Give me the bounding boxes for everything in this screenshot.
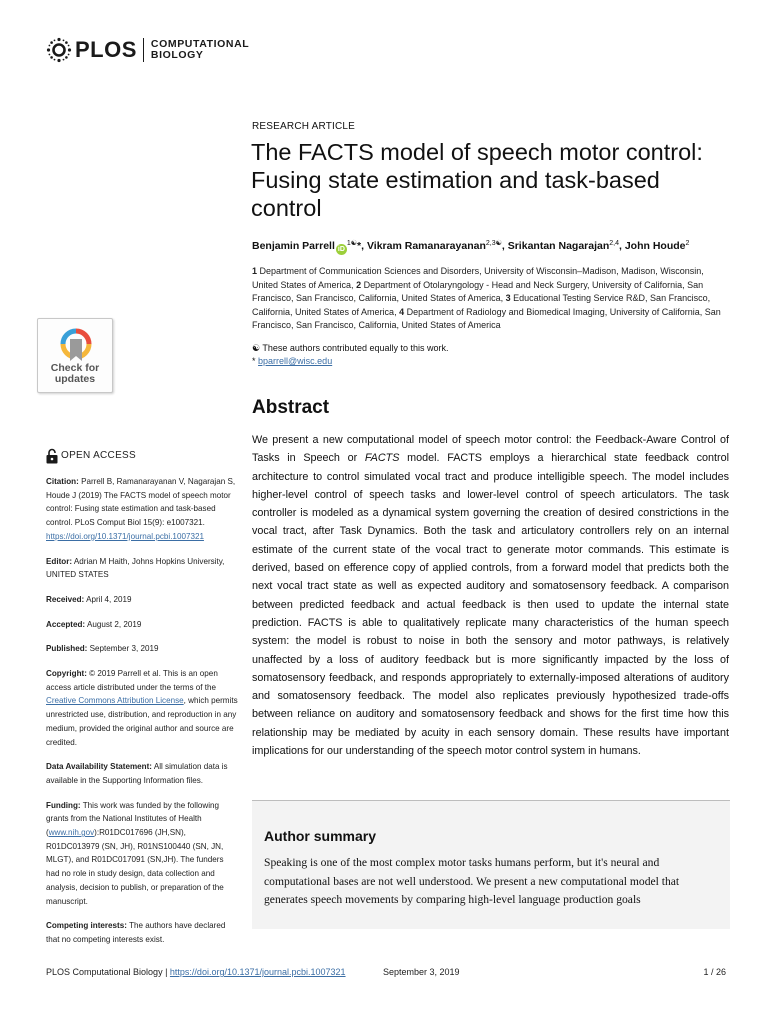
article-type-label: RESEARCH ARTICLE [252,121,356,132]
data-availability-block [46,760,238,787]
footer-doi-link[interactable]: https://doi.org/10.1371/journal.pcbi.1007321 [169,967,346,977]
author-name[interactable]: Vikram Ramanarayanan [366,240,486,252]
updates-ribbon-icon [59,327,93,361]
accepted-block [46,618,238,632]
affiliation-number: 3 [505,293,511,303]
affiliation-text: Department of Communication Sciences and Disorders, University of Wisconsin–Madison, Madison, Wisconsin, United States of America, [252,266,704,290]
funding-label: Funding: [46,800,81,810]
logo-divider [143,38,144,62]
author-affiliation-sup: 1☯ [346,240,358,247]
affiliations [252,265,730,333]
corresponding-mark: * [252,356,256,366]
copyright-text: , which permits unrestricted use, distribution, and reproduction in any medium, provided the original author and source are credited. [46,696,238,747]
competing-interests-block [46,919,238,946]
affiliation-number: 1 [252,266,258,276]
affiliation-number: 4 [399,306,405,317]
author-name[interactable]: John Houde [624,240,686,252]
accepted-label: Accepted: [46,619,86,629]
funding-text: ):R01DC017696 (JH,SN), R01DC013979 (SN, JH), R01NS100440 (SN, JN, MLGT), and R01DC017091 (SN,JH). The funders had no role in study design, data collection and analysis, decision to publish, or preparation of the manuscript. [46,828,224,906]
funding-block [46,799,238,909]
journal-name-line2: BIOLOGY [150,49,204,61]
nih-link[interactable]: www.nih.gov [48,828,95,838]
author-affiliation-sup: 2,3☯ [485,240,502,247]
affiliation-text: Department of Radiology and Biomedical Imaging, University of California, San Francisco, San Francisco, California, United States of America [252,306,721,330]
corresponding-mark: *, [357,240,365,252]
citation-block [46,475,238,544]
published-block [46,642,238,656]
affiliation-number: 2 [356,279,362,290]
orcid-icon[interactable]: iD [337,246,345,253]
logo-wordmark: PLOS [75,37,137,62]
affiliation-text: Department of Otolaryngology - Head and Neck Surgery, University of California, San Francisco, San Francisco, California, United States of America, [252,279,704,303]
copyright-block [46,667,238,749]
received-block [46,593,238,607]
journal-name [151,39,249,61]
author-name[interactable]: Benjamin Parrell [252,240,335,252]
email-link[interactable]: bparrell@wisc.edu [258,356,333,366]
received-date: April 4, 2019 [86,594,132,604]
author-name[interactable]: Srikantan Nagarajan [507,240,610,252]
equal-contribution-note: ☯ These authors contributed equally to this work. [252,343,449,353]
citation-doi-link[interactable]: https://doi.org/10.1371/journal.pcbi.1007321 [46,531,204,541]
article-title: The FACTS model of speech motor control: Fusing state estimation and task-based control [251,139,703,221]
updates-label-line2: updates [54,373,96,385]
open-access-text: OPEN ACCESS [61,450,136,462]
affiliation-text: Educational Testing Service R&D, San Francisco, California, United States of America, [252,293,711,317]
license-link[interactable]: Creative Commons Attribution License [46,696,184,706]
open-lock-icon [46,448,58,464]
competing-interests-label: Competing interests: [46,921,127,931]
footer-citation [46,967,346,977]
updates-label [38,363,112,385]
facts-italic: FACTS [364,452,400,465]
check-for-updates-badge[interactable] [37,318,113,393]
copyright-label: Copyright: [46,669,87,679]
citation-label: Citation: [46,477,79,486]
author-summary-heading: Author summary [264,828,377,844]
citation-text: Parrell B, Ramanarayanan V, Nagarajan S, Houde J (2019) The FACTS model of speech motor control: Fusing state estimation and task-based control. PLoS Comput Biol 15(9): e1007321. [46,477,236,528]
page-number: 1 / 26 [703,967,726,977]
abstract-text [252,431,729,760]
corresponding-author [252,355,332,369]
published-label: Published: [46,644,88,654]
plos-logo [46,36,249,64]
abstract-text-part: model. FACTS employs a hierarchical state feedback control architecture to control simulated vocal tract and produce intelligible speech. The model includes higher-level control of speech tasks and lower-level control of speech articulators. The task controller is modeled as a dynamical system governing the creation of desired constrictions in the vocal tract, after Task Dynamics. Both the task and articulatory controllers rely on an internal estimate of the current state of the vocal tract to generate motor commands. This estimate is derived, based on efference copy of applied controls, from a forward model that predicts both the next vocal tract state as well as expected auditory and somatosensory feedback. A comparison between predicted feedback and actual feedback is then used to update the internal state prediction. FACTS is able to qualitatively replicate many characteristics of the human speech system: the model is robust to noise in both the sensory and motor pathways, is relatively unaffected by a loss of auditory feedback but is more significantly impacted by the loss of somatosensory feedback, and responds appropriately to externally-imposed alterations of auditory and somatosensory feedback. The model also replicates previously hypothesized trade-offs between reliance on auditory and somatosensory feedback and shows for the first time how this relationship may be mediated by acuity in each sensory domain. These results have important implications for our understanding of the speech motor control system in humans. [252,452,730,758]
author-affiliation-sup: 2 [685,240,690,247]
abstract-heading: Abstract [252,397,330,418]
author-summary-text: Speaking is one of the most complex motor tasks humans perform, but it's neural and computational bases are not well understood. We present a new computational model that generates speech movements by comparing high-level language production goals [264,856,680,906]
copyright-text: © 2019 Parrell et al. This is an open access article distributed under the terms of the [46,669,218,692]
plos-sunburst-icon [46,37,72,63]
published-date: September 3, 2019 [89,644,159,654]
editor-label: Editor: [46,556,73,566]
funding-text: This work was funded by the following grants from the National Institutes of Health ( [46,800,220,838]
footer-date: September 3, 2019 [383,967,460,977]
author-affiliation-sup: 2,4 [609,240,619,247]
abstract-text-part: We present a new computational model of speech motor control: the Feedback-Aware Control of Tasks in Speech or [252,434,729,465]
updates-label-line1: Check for [50,362,100,374]
article-info-sidebar [46,448,238,958]
open-access-label [46,448,238,464]
editor-text: Adrian M Haith, Johns Hopkins University, UNITED STATES [46,556,225,580]
author-list: Benjamin Parrell $iD^{1☯}*$, Vikram Ramanarayanan$^{2,3☯}$, Srikantan Nagarajan$^{2,4}$, John Houde$^2$ [252,240,690,253]
data-availability-label: Data Availability Statement: [46,762,152,772]
journal-name-line1: COMPUTATIONAL [150,38,250,50]
accepted-date: August 2, 2019 [86,619,142,629]
footer-journal: PLOS Computational Biology | [46,967,168,977]
received-label: Received: [46,594,85,604]
competing-interests-text: The authors have declared that no competing interests exist. [46,921,226,944]
data-availability-text: All simulation data is available in the Supporting Information files. [46,762,228,785]
editor-block [46,555,238,582]
